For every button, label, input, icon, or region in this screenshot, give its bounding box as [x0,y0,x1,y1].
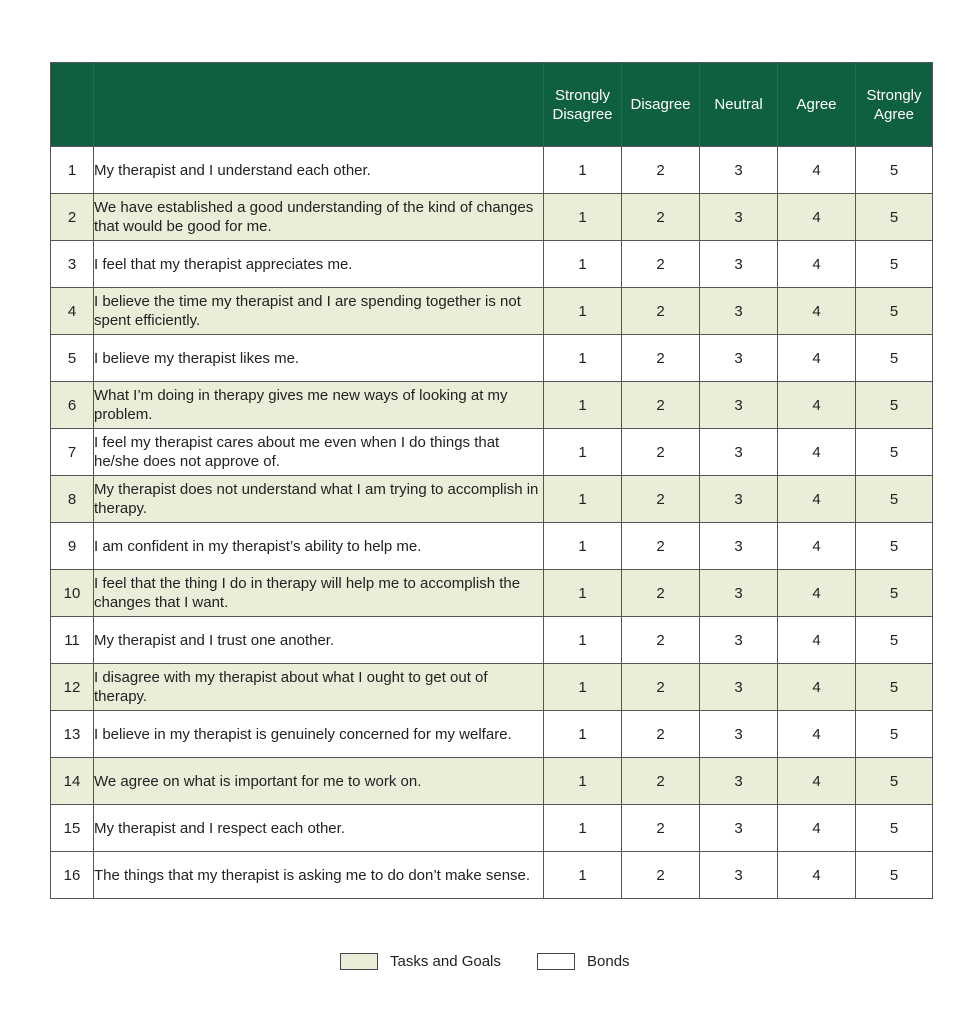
score-option-3: 3 [700,805,778,852]
score-option-1: 1 [544,617,622,664]
score-option-3: 3 [700,429,778,476]
score-option-4: 4 [778,194,856,241]
row-statement: My therapist and I trust one another. [94,617,544,664]
score-option-3: 3 [700,617,778,664]
row-number: 1 [51,147,94,194]
row-statement: We agree on what is important for me to work on. [94,758,544,805]
legend-swatch-bonds [537,953,575,970]
score-option-4: 4 [778,429,856,476]
table-row [51,241,933,288]
score-option-4: 4 [778,241,856,288]
legend-swatch-tasks-goals [340,953,378,970]
row-statement: My therapist and I respect each other. [94,805,544,852]
score-option-4: 4 [778,288,856,335]
score-option-5: 5 [856,476,933,523]
row-statement: We have established a good understanding of the kind of changes that would be good for me. [94,194,544,241]
header-strongly-agree: Strongly Agree [856,63,933,147]
score-option-3: 3 [700,335,778,382]
score-option-5: 5 [856,147,933,194]
score-option-1: 1 [544,758,622,805]
score-option-2: 2 [622,147,700,194]
score-option-1: 1 [544,805,622,852]
score-option-3: 3 [700,758,778,805]
row-statement: I feel that the thing I do in therapy will help me to accomplish the changes that I want. [94,570,544,617]
score-option-1: 1 [544,852,622,899]
score-option-2: 2 [622,805,700,852]
row-number: 4 [51,288,94,335]
score-option-5: 5 [856,758,933,805]
score-option-3: 3 [700,194,778,241]
score-option-1: 1 [544,570,622,617]
legend-item-bonds [537,950,630,972]
row-number: 2 [51,194,94,241]
header-statement [94,63,544,147]
header-row [51,63,933,147]
row-statement: I feel my therapist cares about me even when I do things that he/she does not approve of. [94,429,544,476]
legend-label-bonds: Bonds [587,952,630,970]
table-header [51,63,933,147]
row-statement: I believe my therapist likes me. [94,335,544,382]
score-option-1: 1 [544,335,622,382]
row-statement: I disagree with my therapist about what I ought to get out of therapy. [94,664,544,711]
table-body [51,147,933,899]
row-number: 7 [51,429,94,476]
score-option-4: 4 [778,664,856,711]
table-row [51,711,933,758]
score-option-1: 1 [544,288,622,335]
score-option-2: 2 [622,664,700,711]
score-option-5: 5 [856,852,933,899]
score-option-2: 2 [622,335,700,382]
score-option-5: 5 [856,382,933,429]
score-option-1: 1 [544,523,622,570]
score-option-1: 1 [544,147,622,194]
score-option-1: 1 [544,382,622,429]
score-option-2: 2 [622,429,700,476]
table-row [51,147,933,194]
header-neutral: Neutral [700,63,778,147]
row-statement: My therapist and I understand each other. [94,147,544,194]
score-option-3: 3 [700,570,778,617]
table-row [51,805,933,852]
row-number: 8 [51,476,94,523]
table-row [51,335,933,382]
score-option-4: 4 [778,758,856,805]
table-row [51,523,933,570]
score-option-4: 4 [778,711,856,758]
table-row [51,758,933,805]
score-option-4: 4 [778,852,856,899]
table-row [51,664,933,711]
row-number: 5 [51,335,94,382]
score-option-5: 5 [856,664,933,711]
score-option-3: 3 [700,147,778,194]
score-option-3: 3 [700,852,778,899]
score-option-1: 1 [544,241,622,288]
score-option-2: 2 [622,617,700,664]
score-option-5: 5 [856,429,933,476]
table-row [51,382,933,429]
score-option-3: 3 [700,523,778,570]
score-option-4: 4 [778,476,856,523]
score-option-4: 4 [778,335,856,382]
score-option-5: 5 [856,194,933,241]
score-option-2: 2 [622,852,700,899]
table-row [51,570,933,617]
score-option-2: 2 [622,194,700,241]
row-number: 10 [51,570,94,617]
header-number [51,63,94,147]
survey-table [50,62,933,899]
row-statement: The things that my therapist is asking me to do don’t make sense. [94,852,544,899]
score-option-5: 5 [856,617,933,664]
score-option-1: 1 [544,711,622,758]
row-statement: I believe in my therapist is genuinely concerned for my welfare. [94,711,544,758]
row-number: 13 [51,711,94,758]
score-option-4: 4 [778,382,856,429]
score-option-1: 1 [544,476,622,523]
score-option-3: 3 [700,382,778,429]
score-option-3: 3 [700,476,778,523]
legend-item-tasks-goals [340,950,501,972]
score-option-5: 5 [856,523,933,570]
score-option-4: 4 [778,147,856,194]
table-row [51,194,933,241]
score-option-1: 1 [544,194,622,241]
score-option-4: 4 [778,617,856,664]
row-number: 15 [51,805,94,852]
score-option-4: 4 [778,570,856,617]
score-option-5: 5 [856,711,933,758]
table-row [51,852,933,899]
table-row [51,476,933,523]
table-row [51,429,933,476]
score-option-2: 2 [622,476,700,523]
table-row [51,617,933,664]
row-statement: What I’m doing in therapy gives me new ways of looking at my problem. [94,382,544,429]
row-number: 12 [51,664,94,711]
score-option-2: 2 [622,288,700,335]
score-option-2: 2 [622,758,700,805]
table-row [51,288,933,335]
row-statement: I am confident in my therapist’s ability to help me. [94,523,544,570]
legend-label-tasks-goals: Tasks and Goals [390,952,501,970]
row-number: 3 [51,241,94,288]
row-number: 9 [51,523,94,570]
score-option-5: 5 [856,241,933,288]
score-option-3: 3 [700,711,778,758]
score-option-1: 1 [544,429,622,476]
header-disagree: Disagree [622,63,700,147]
score-option-2: 2 [622,570,700,617]
row-statement: My therapist does not understand what I am trying to accomplish in therapy. [94,476,544,523]
row-statement: I believe the time my therapist and I are spending together is not spent efficiently. [94,288,544,335]
score-option-2: 2 [622,711,700,758]
score-option-5: 5 [856,570,933,617]
score-option-2: 2 [622,382,700,429]
row-number: 16 [51,852,94,899]
header-strongly-disagree: Strongly Disagree [544,63,622,147]
row-number: 14 [51,758,94,805]
score-option-5: 5 [856,805,933,852]
score-option-3: 3 [700,664,778,711]
score-option-5: 5 [856,288,933,335]
score-option-4: 4 [778,805,856,852]
score-option-5: 5 [856,335,933,382]
row-statement: I feel that my therapist appreciates me. [94,241,544,288]
header-agree: Agree [778,63,856,147]
score-option-4: 4 [778,523,856,570]
score-option-2: 2 [622,523,700,570]
row-number: 11 [51,617,94,664]
legend [0,950,980,972]
score-option-3: 3 [700,241,778,288]
row-number: 6 [51,382,94,429]
score-option-3: 3 [700,288,778,335]
score-option-1: 1 [544,664,622,711]
score-option-2: 2 [622,241,700,288]
